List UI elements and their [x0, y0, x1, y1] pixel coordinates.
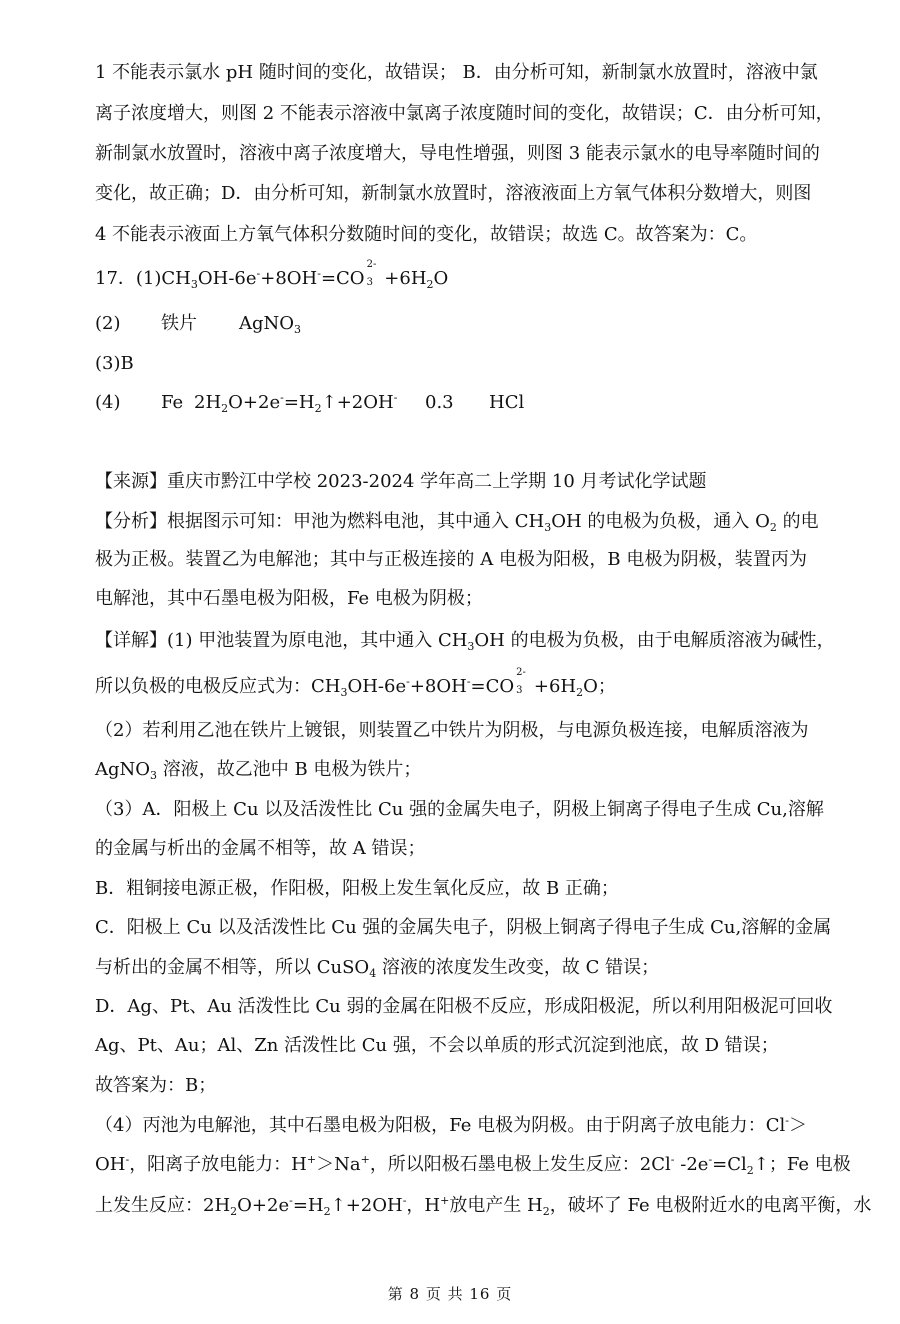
analysis-line: 电解池，其中石墨电极为阳极，Fe 电极为阴极； [95, 588, 483, 609]
text-line: 4 不能表示液面上方氧气体积分数随时间的变化，故错误；故选 C。故答案为：C。 [95, 224, 758, 245]
detail-line: 故答案为：B； [95, 1075, 217, 1096]
detail-line: D．Ag、Pt、Au 活泼性比 Cu 弱的金属在阳极不反应，形成阳极泥，所以利用阳极泥可回收 [95, 996, 833, 1017]
detail-line: （2）若利用乙池在铁片上镀银，则装置乙中铁片为阴极，与电源负极连接，电解质溶液为 [95, 720, 809, 741]
detail-line: 的金属与析出的金属不相等，故 A 错误； [95, 838, 426, 859]
detail-line: （4）丙池为电解池，其中石墨电极为阳极，Fe 电极为阴极。由于阴离子放电能力：Cl-＞ [95, 1114, 807, 1136]
text-line: 离子浓度增大，则图 2 不能表示溶液中氯离子浓度随时间的变化，故错误；C．由分析可知， [95, 103, 834, 124]
answer-17-3: (3)B [95, 353, 134, 374]
answer-17-2: (2) 铁片 AgNO$_3$ [95, 313, 302, 336]
analysis-line: 极为正极。装置乙为电解池；其中与正极连接的 A 电极为阳极，B 电极为阴极，装置丙为 [95, 549, 807, 570]
page-footer: 第 8 页 共 16 页 [387, 1285, 513, 1303]
detail-line: C．阳极上 Cu 以及活泼性比 Cu 强的金属失电子，阴极上铜离子得电子生成 Cu,溶解的金属 [95, 917, 832, 938]
detail-line: 【详解】(1) 甲池装置为原电池，其中通入 $CH_3OH$ 的电极为负极，由于电解质溶液为碱性， [95, 630, 835, 653]
text-line: 新制氯水放置时，溶液中离子浓度增大，导电性增强，则图 3 能表示氯水的电导率随时间的 [95, 143, 820, 164]
answer-17-1: 17．$(1)CH_3OH-6e^-+8OH^-=CO$ 2- 3 $+6H_2O$ [95, 259, 449, 291]
analysis-line: 【分析】根据图示可知：甲池为燃料电池，其中通入 $CH_3OH$ 的电极为负极，通入 $O_2$ 的电 [95, 511, 819, 534]
ion-charge-stack: 2- 3 [366, 259, 377, 288]
detail-line: 上发生反应：$2H_2O+2e^-=H_2↑+2OH^-$，H+放电产生 $H_2$，破坏了 Fe 电极附近水的电离平衡，水 [95, 1194, 872, 1218]
detail-line: 与析出的金属不相等，所以 CuSO$_4$ 溶液的浓度发生改变，故 C 错误； [95, 957, 660, 980]
detail-line: 所以负极的电极反应式为：$CH_3OH-6e^-+8OH^-=CO$ 2- 3 $+6H_2O$； [95, 667, 616, 699]
detail-line: Ag、Pt、Au；Al、Zn 活泼性比 Cu 强，不会以单质的形式沉淀到池底，故 D 错误； [95, 1035, 779, 1056]
source-line: 【来源】重庆市黔江中学校 2023-2024 学年高二上学期 10 月考试化学试题 [95, 471, 707, 492]
detail-line: OH-，阳离子放电能力：H+＞Na+，所以阳极石墨电极上发生反应：2Cl- $-2e^-=Cl_2↑$；Fe 电极 [95, 1153, 851, 1177]
text-line: 1 不能表示氯水 pH 随时间的变化，故错误； B．由分析可知，新制氯水放置时，溶液中氯 [95, 62, 818, 83]
detail-line: AgNO$_3$ 溶液，故乙池中 B 电极为铁片； [95, 759, 422, 782]
ion-charge-stack: 2- 3 [516, 667, 526, 696]
detail-line: （3）A．阳极上 Cu 以及活泼性比 Cu 强的金属失电子，阴极上铜离子得电子生成 Cu,溶解 [95, 799, 824, 820]
detail-line: B．粗铜接电源正极，作阳极，阳极上发生氧化反应，故 B 正确； [95, 878, 619, 899]
text-line: 变化，故正确；D．由分析可知，新制氯水放置时，溶液液面上方氧气体积分数增大，则图 [95, 183, 812, 204]
answer-17-4: (4) Fe $2H_2O+2e^-=H_2↑+2OH^-$ 0.3 HCl [95, 391, 525, 415]
